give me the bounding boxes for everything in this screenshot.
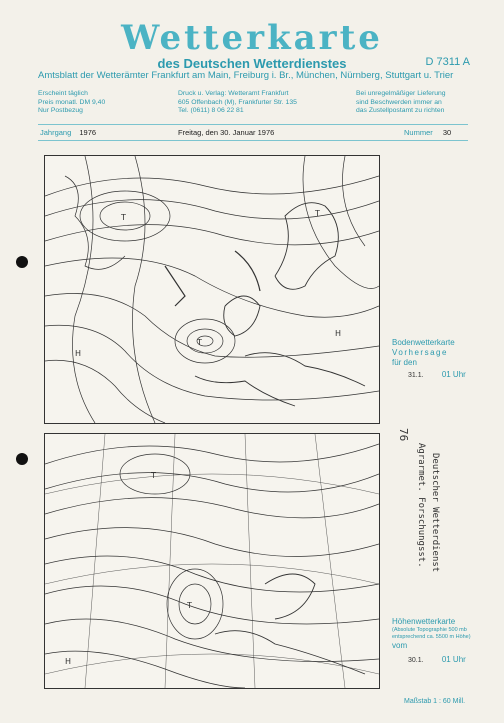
map1-label-line: Bodenwetterkarte (392, 338, 455, 347)
info-center-line: 605 Offenbach (M), Frankfurter Str. 135 (178, 98, 297, 106)
info-left-line: Nur Postbezug (38, 107, 83, 114)
info-right-line: sind Beschwerden immer an (356, 98, 442, 106)
punch-hole-top (16, 256, 28, 268)
issue-date (178, 128, 274, 137)
map2-label-small: entsprechend ca. 5500 m Höhe) (392, 634, 471, 640)
svg-text:T: T (315, 209, 320, 218)
info-center-line: Tel. (0611) 8 06 22 81 (178, 107, 244, 114)
info-center (178, 90, 297, 116)
svg-text:H: H (75, 349, 82, 358)
punch-hole-bottom (16, 453, 28, 465)
map2-label-vom: vom (392, 641, 408, 650)
jahrgang (40, 128, 96, 137)
issue-date-text: Freitag, den 30. Januar 1976 (178, 128, 275, 137)
info-right (356, 90, 446, 116)
publication-code: D 7311 A (425, 56, 470, 68)
header-divider (38, 124, 468, 125)
map1-time: 01 Uhr (441, 370, 466, 379)
jahrgang-label: Jahrgang (40, 128, 72, 137)
map1-valid-time (392, 370, 472, 381)
map2-valid-time (392, 655, 472, 666)
amtsblatt-line: Amtsblatt der Wetterämter Frankfurt am Main, Freiburg i. Br., München, Nürnberg, Stuttgart u. Trier (38, 70, 454, 81)
meta-divider (38, 140, 468, 141)
map1-label-line: Vorhersage (392, 348, 448, 357)
svg-text:H: H (65, 657, 72, 666)
map2-label-title: Höhenwetterkarte (392, 617, 456, 626)
map2-time: 01 Uhr (441, 655, 466, 664)
nummer (404, 128, 451, 137)
jahrgang-value: 1976 (79, 128, 97, 137)
info-center-line: Druck u. Verlag: Wetteramt Frankfurt (178, 90, 289, 97)
nummer-value: 30 (442, 128, 452, 137)
page-title: Wetterkarte (121, 18, 383, 58)
svg-text:T: T (197, 338, 202, 347)
page-subtitle: des Deutschen Wetterdienstes (157, 56, 347, 71)
map1-label-line: für den (392, 358, 417, 367)
info-left-line: Preis monatl. DM 9,40 (38, 98, 106, 106)
stamp-line-1: Deutscher Wetterdienst (430, 453, 440, 573)
svg-text:T: T (187, 601, 192, 610)
surface-forecast-map (44, 155, 380, 424)
scale-note: Maßstab 1 : 60 Mill. (404, 698, 466, 705)
surface-map-drawing (45, 156, 379, 423)
map2-label-small: (Absolute Topographie 500 mb (392, 627, 467, 633)
nummer-label: Nummer (404, 128, 433, 137)
upper-air-map-drawing (45, 434, 379, 688)
info-right-line: Bei unregelmäßiger Lieferung (356, 90, 446, 97)
svg-text:H: H (335, 329, 342, 338)
info-right-line: das Zustellpostamt zu richten (356, 107, 445, 114)
svg-text:T: T (121, 213, 126, 222)
map2-date: 30.1. (408, 657, 424, 664)
stamp-line-2: Agrarmet. Forschungsst. (416, 443, 426, 568)
svg-text:T: T (151, 471, 156, 480)
upper-air-map (44, 433, 380, 689)
stamp-year: 76 (397, 428, 410, 442)
map1-label (392, 338, 502, 368)
map1-date: 31.1. (408, 372, 424, 379)
map2-label (392, 617, 502, 651)
info-left (38, 90, 105, 116)
info-left-line: Erscheint täglich (38, 90, 88, 97)
